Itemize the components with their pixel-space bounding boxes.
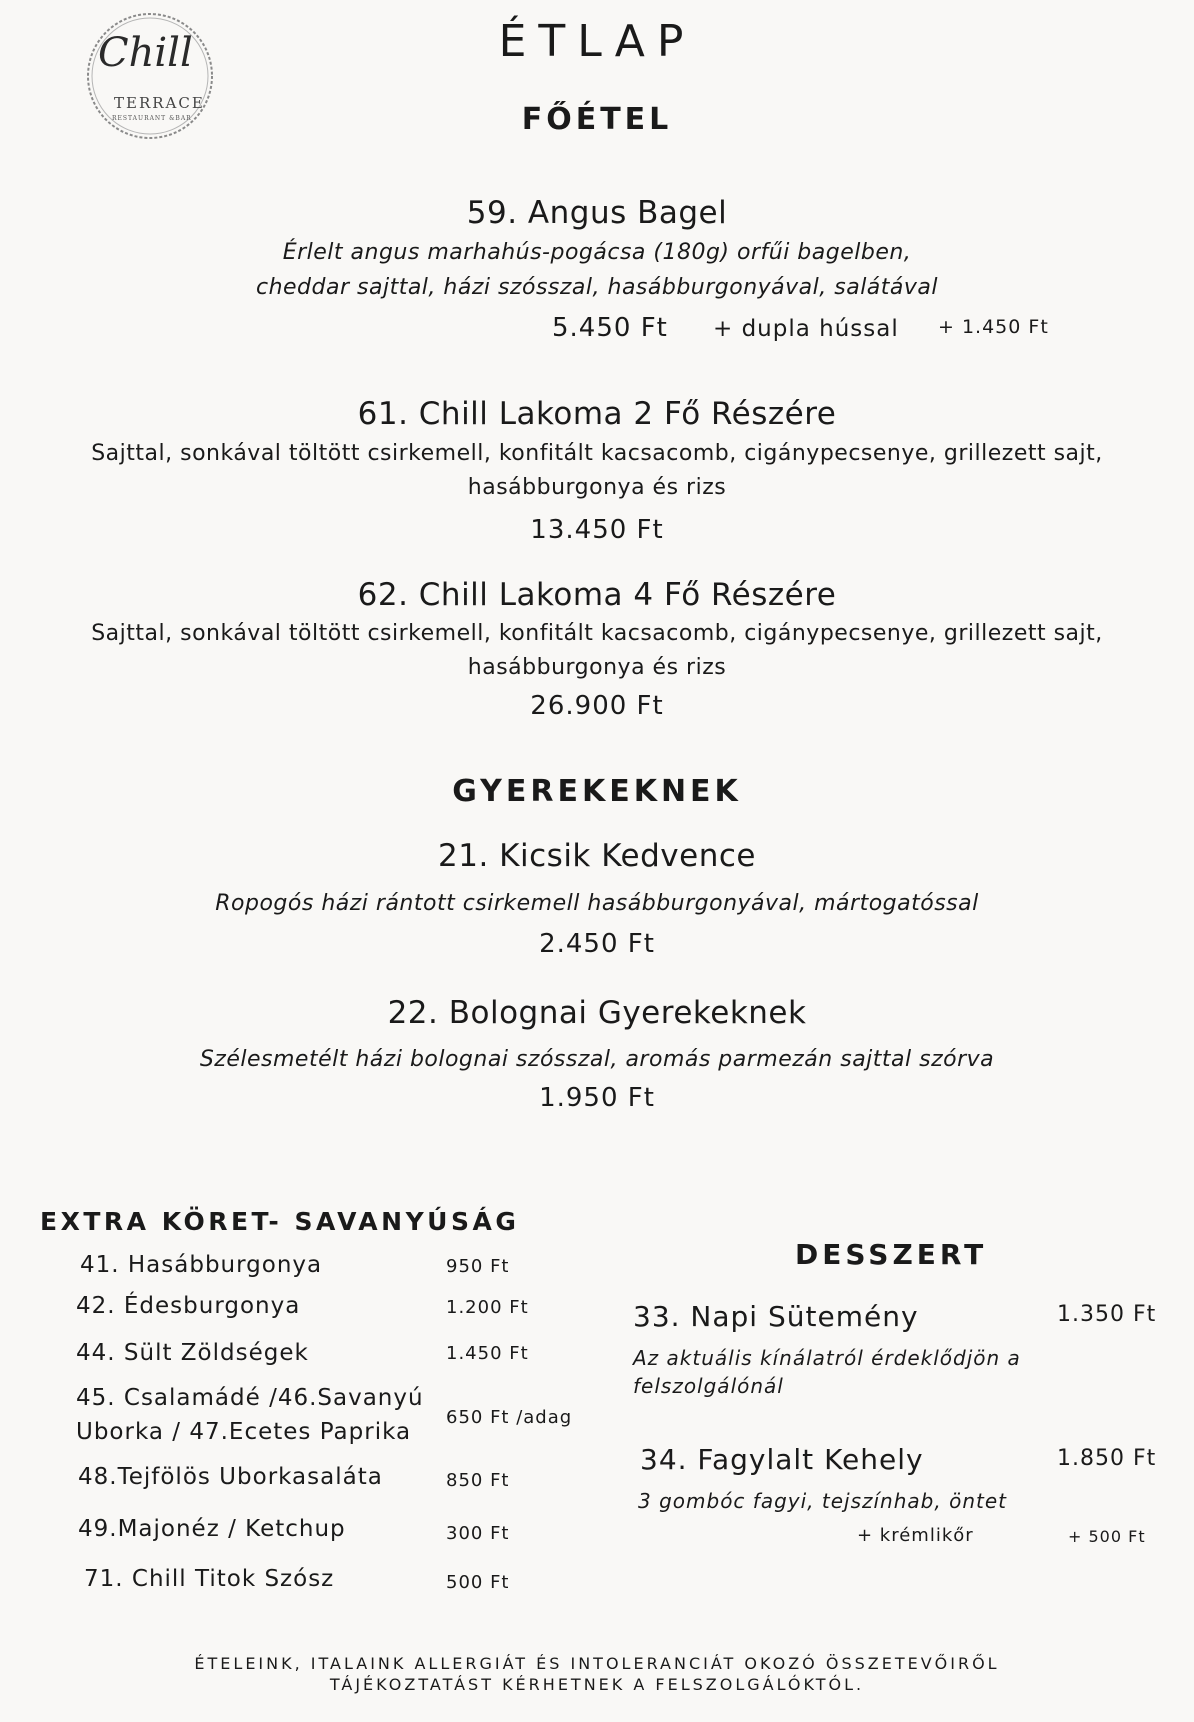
allergy-notice-line1: ÉTELEINK, ITALAINK ALLERGIÁT ÉS INTOLERANCIÁT OKOZÓ ÖSSZETEVŐIRŐL [194,1654,1000,1673]
dessert-33-desc-line1: Az aktuális kínálatról érdeklődjön a [633,1346,1021,1370]
side-item-48: 48.Tejfölös Uborkasaláta [78,1464,383,1490]
dish-62-name: 62. Chill Lakoma 4 Fő Részére [357,577,837,613]
dish-59-extra-label: + dupla hússal [713,316,899,342]
dessert-33-price: 1.350 Ft [1057,1302,1157,1327]
side-price-48: 850 Ft [446,1470,510,1491]
side-price-45: 650 Ft /adag [446,1407,573,1428]
side-item-71: 71. Chill Titok Szósz [84,1566,335,1592]
dish-62-desc-line1: Sajttal, sonkával töltött csirkemell, konfitált kacsacomb, cigánypecsenye, grillezett sajt, [91,621,1103,646]
dessert-34-desc: 3 gombóc fagyi, tejszínhab, öntet [638,1489,1007,1513]
dessert-34-extra-label: + krémlikőr [857,1525,974,1546]
dish-59-extra-price: + 1.450 Ft [938,316,1049,338]
side-price-42: 1.200 Ft [446,1297,529,1318]
side-price-44: 1.450 Ft [446,1343,529,1364]
side-item-41: 41. Hasábburgonya [80,1252,323,1278]
dish-62-price: 26.900 Ft [530,691,664,721]
dessert-34-name: 34. Fagylalt Kehely [640,1443,924,1476]
side-price-49: 300 Ft [446,1523,510,1544]
logo-name: TERRACE [114,94,205,112]
section-heading-kids: GYEREKEKNEK [452,774,742,809]
dessert-34-extra-price: + 500 Ft [1068,1527,1146,1546]
side-price-41: 950 Ft [446,1256,510,1277]
side-price-71: 500 Ft [446,1572,510,1593]
dish-21-name: 21. Kicsik Kedvence [438,838,756,874]
page-title: ÉTLAP [498,16,696,67]
dish-59-desc-line2: cheddar sajttal, házi szósszal, hasábburgonyával, salátával [255,275,939,300]
dessert-33-name: 33. Napi Sütemény [633,1300,919,1333]
dish-61-price: 13.450 Ft [530,515,664,545]
dessert-33-desc-line2: felszolgálónál [633,1374,784,1398]
dish-61-name: 61. Chill Lakoma 2 Fő Részére [357,396,837,432]
section-heading-sides: EXTRA KÖRET- SAVANYÚSÁG [40,1207,520,1236]
side-item-49: 49.Majonéz / Ketchup [78,1516,346,1542]
side-item-42: 42. Édesburgonya [76,1293,301,1319]
logo-script: Chill [98,30,193,76]
dish-61-desc-line2: hasábburgonya és rizs [467,475,727,500]
dish-21-price: 2.450 Ft [539,929,655,959]
allergy-notice-line2: TÁJÉKOZTATÁST KÉRHETNEK A FELSZOLGÁLÓKTÓL. [329,1675,865,1694]
dish-22-price: 1.950 Ft [539,1083,655,1113]
dish-59-name: 59. Angus Bagel [466,195,728,231]
dessert-34-price: 1.850 Ft [1057,1446,1157,1471]
dish-22-name: 22. Bolognai Gyerekeknek [387,995,807,1031]
dish-61-desc-line1: Sajttal, sonkával töltött csirkemell, konfitált kacsacomb, cigánypecsenye, grillezett sajt, [91,441,1103,466]
section-heading-foetel: FŐÉTEL [521,102,673,137]
side-item-45-line2: Uborka / 47.Ecetes Paprika [76,1419,412,1445]
dish-59-desc-line1: Érlelt angus marhahús-pogácsa (180g) orfűi bagelben, [282,240,912,265]
dish-22-desc: Szélesmetélt házi bolognai szósszal, aromás parmezán sajttal szórva [199,1047,995,1072]
dish-59-price: 5.450 Ft [552,313,668,343]
dish-21-desc: Ropogós házi rántott csirkemell hasábburgonyával, mártogatóssal [215,891,979,916]
side-item-44: 44. Sült Zöldségek [76,1340,309,1366]
section-heading-dessert: DESSZERT [795,1238,988,1271]
dish-62-desc-line2: hasábburgonya és rizs [467,655,727,680]
allergy-notice [0,1653,1194,1695]
logo-tagline: RESTAURANT &BAR [112,115,192,122]
side-item-45-line1: 45. Csalamádé /46.Savanyú [76,1385,424,1411]
